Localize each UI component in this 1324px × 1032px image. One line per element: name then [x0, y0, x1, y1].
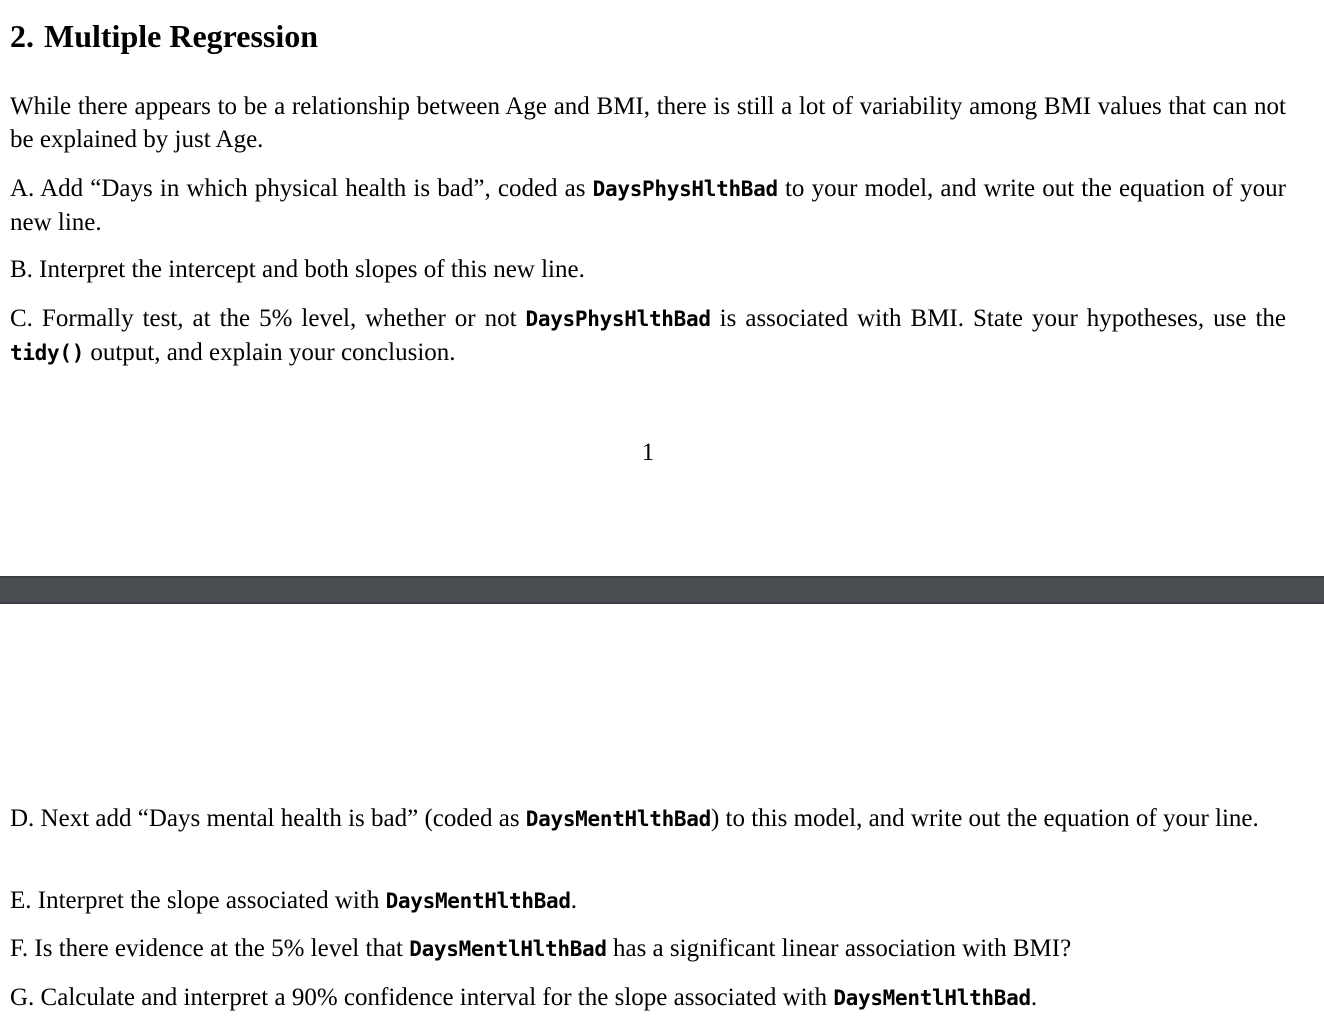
question-a-text-end: to your model, and write out the equation of your new line. [10, 175, 1287, 236]
question-g [10, 981, 1286, 1015]
question-g-text-end: . [1030, 984, 1038, 1011]
question-b [10, 253, 1286, 286]
intro-paragraph: While there appears to be a relationship between Age and BMI, there is still a lot of variability among BMI values that can not be explained by just Age. [10, 93, 1286, 153]
question-g-text-start: G. Calculate and interpret a 90% confidence interval for the slope associated with [10, 984, 834, 1011]
section-number: 2. [10, 18, 34, 54]
question-c-text-end: output, and explain your conclusion. [84, 339, 456, 366]
question-f-text-end: has a significant linear association with BMI? [606, 935, 1072, 962]
question-e-code: DaysMentHlthBad [385, 889, 571, 913]
question-a [10, 172, 1286, 239]
question-g-code: DaysMentlHlthBad [833, 986, 1031, 1010]
question-e [10, 884, 1286, 918]
question-d-text-start: D. Next add “Days mental health is bad” (coded as [10, 805, 526, 832]
document-page-2 [0, 604, 1324, 1032]
question-b-text: B. Interpret the intercept and both slopes of this new line. [10, 256, 585, 283]
question-e-text-start: E. Interpret the slope associated with [10, 887, 386, 914]
page-number: 1 [641, 439, 655, 466]
page-separator [0, 576, 1324, 604]
question-c-text-middle: is associated with BMI. State your hypotheses, use the [710, 305, 1286, 332]
question-d-code: DaysMentHlthBad [525, 807, 711, 831]
section-heading [10, 16, 318, 56]
question-d [10, 802, 1286, 836]
question-c-text-start: C. Formally test, at the 5% level, whether or not [10, 305, 526, 332]
question-f-code: DaysMentlHlthBad [409, 937, 607, 961]
question-a-text-start: A. Add “Days in which physical health is bad”, coded as [10, 175, 593, 202]
question-c-code: DaysPhysHlthBad [525, 307, 711, 331]
question-f [10, 932, 1286, 966]
question-c [10, 302, 1286, 370]
question-e-text-end: . [570, 887, 577, 914]
question-f-text-start: F. Is there evidence at the 5% level that [10, 935, 410, 962]
question-c-code-tidy: tidy() [10, 341, 85, 365]
question-a-code: DaysPhysHlthBad [592, 177, 778, 201]
question-d-text-end: ) to this model, and write out the equation of your line. [710, 805, 1259, 832]
section-title: Multiple Regression [44, 18, 319, 54]
